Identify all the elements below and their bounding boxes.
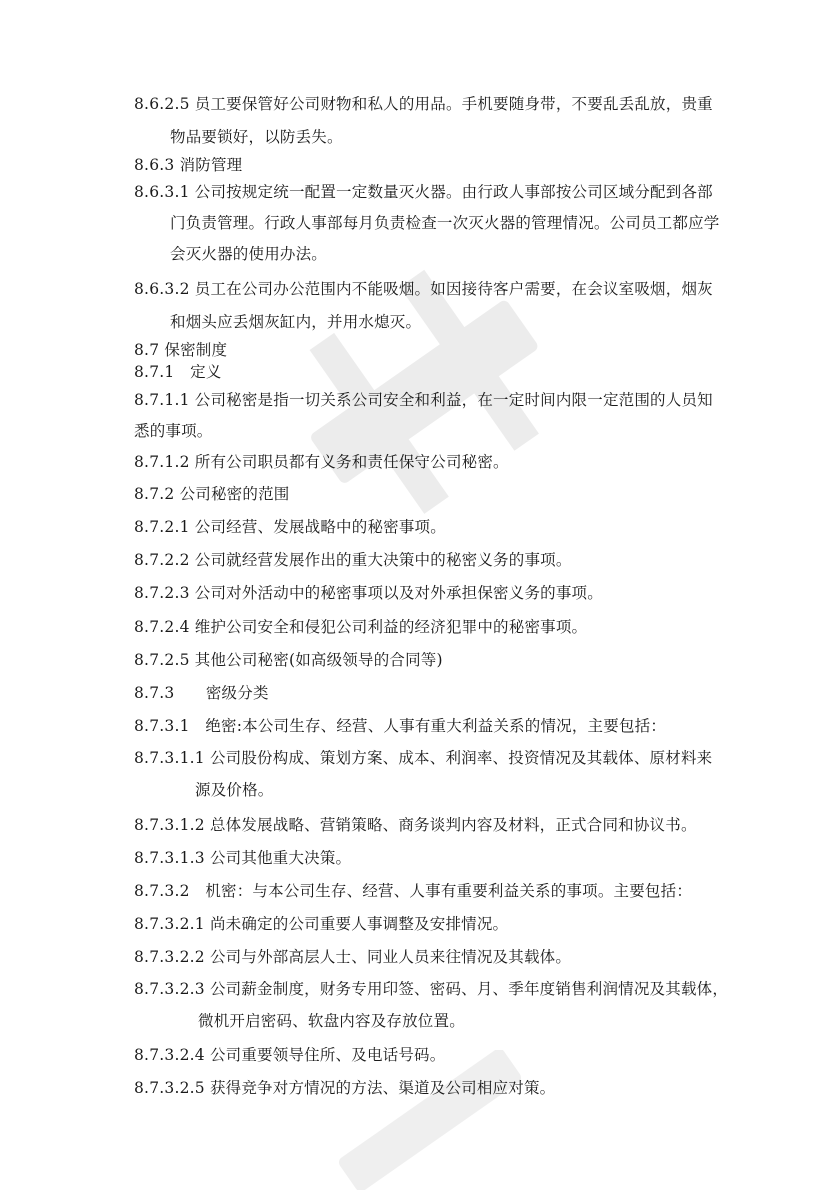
text-line: 8.7.2.5 其他公司秘密(如高级领导的合同等)	[134, 651, 443, 669]
text-line: 悉的事项。	[134, 422, 213, 440]
text-line: 8.7.3.1.1 公司股份构成、策划方案、成本、利润率、投资情况及其载体、原材料来	[134, 749, 713, 767]
section-heading: 8.7.2 公司秘密的范围	[134, 485, 290, 503]
text-line: 8.6.2.5 员工要保管好公司财物和私人的用品。手机要随身带，不要乱丢乱放，贵重	[134, 95, 713, 113]
text-line: 8.7.3.1.2 总体发展战略、营销策略、商务谈判内容及材料，正式合同和协议书。	[134, 816, 697, 834]
text-line: 8.7.3.2.4 公司重要领导住所、及电话号码。	[134, 1046, 446, 1064]
watermark-logo-bottom	[300, 1050, 560, 1190]
text-line: 8.7.2.1 公司经营、发展战略中的秘密事项。	[134, 518, 446, 536]
text-line: 8.7.2.2 公司就经营发展作出的重大决策中的秘密义务的事项。	[134, 551, 572, 569]
text-line: 8.7.3.2.2 公司与外部高层人士、同业人员来往情况及其载体。	[134, 948, 572, 966]
text-line: 8.6.3.2 员工在公司办公范围内不能吸烟。如因接待客户需要，在会议室吸烟，烟灰	[134, 280, 713, 298]
section-heading: 8.6.3 消防管理	[134, 156, 243, 174]
section-heading: 8.7.1 定义	[134, 363, 222, 381]
text-line: 微机开启密码、软盘内容及存放位置。	[198, 1012, 465, 1030]
text-line: 8.7.3.1.3 公司其他重大决策。	[134, 849, 352, 867]
text-line: 8.7.3.2.3 公司薪金制度，财务专用印签、密码、月、季年度销售利润情况及其载体，	[134, 980, 729, 998]
text-line: 8.7.1.1 公司秘密是指一切关系公司安全和利益，在一定时间内限一定范围的人员知	[134, 391, 713, 409]
text-line: 8.7.2.3 公司对外活动中的秘密事项以及对外承担保密义务的事项。	[134, 584, 603, 602]
text-line: 物品要锁好，以防丢失。	[170, 128, 343, 146]
text-line: 和烟头应丢烟灰缸内，并用水熄灭。	[170, 313, 422, 331]
text-line: 8.7.1.2 所有公司职员都有义务和责任保守公司秘密。	[134, 453, 509, 471]
text-line: 8.7.3.2.1 尚未确定的公司重要人事调整及安排情况。	[134, 915, 509, 933]
text-line: 门负责管理。行政人事部每月负责检查一次灭火器的管理情况。公司员工都应学	[170, 214, 720, 232]
text-line: 8.7.3.2.5 获得竞争对方情况的方法、渠道及公司相应对策。	[134, 1079, 556, 1097]
section-heading: 8.7.3 密级分类	[134, 684, 269, 702]
text-line: 8.7.3.2 机密：与本公司生存、经营、人事有重要利益关系的事项。主要包括：	[134, 882, 693, 900]
text-line: 8.7.3.1 绝密:本公司生存、经营、人事有重大利益关系的情况，主要包括：	[134, 717, 667, 735]
section-heading: 8.7 保密制度	[134, 341, 228, 359]
text-line: 会灭火器的使用办法。	[170, 245, 328, 263]
text-line: 8.7.2.4 维护公司安全和侵犯公司利益的经济犯罪中的秘密事项。	[134, 618, 588, 636]
text-line: 8.6.3.1 公司按规定统一配置一定数量灭火器。由行政人事部按公司区域分配到各部	[134, 183, 713, 201]
text-line: 源及价格。	[195, 781, 274, 799]
